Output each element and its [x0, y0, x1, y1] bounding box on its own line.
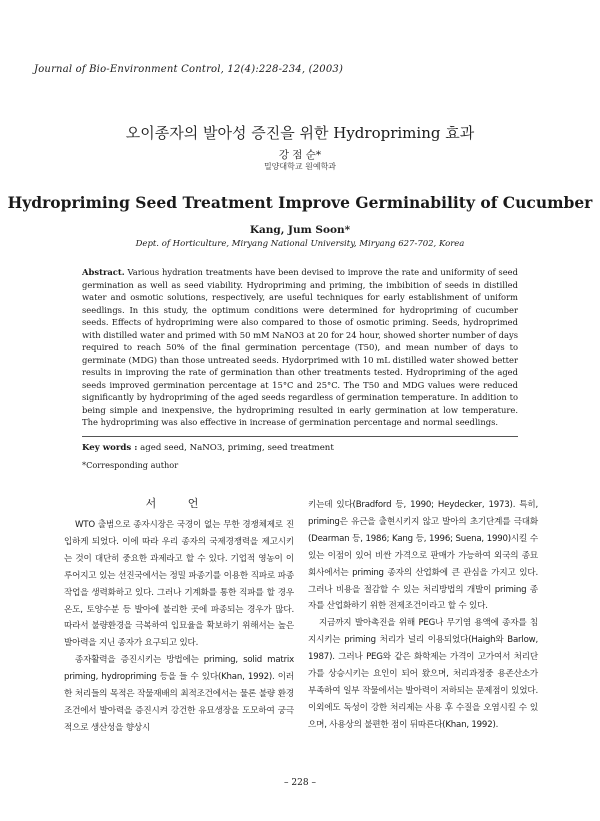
keywords	[82, 443, 518, 453]
english-title: Hydropriming Seed Treatment Improve Germinability of Cucumber	[7, 193, 593, 212]
english-affiliation: Dept. of Horticulture, Miryang National University, Miryang 627-702, Korea	[135, 239, 465, 249]
abstract-body: Various hydration treatments have been devised to improve the rate and uniformity of seed germination as well as seed viability. Hydropriming and priming, the imbibition of seeds in distilled water and osmotic solutions, respectively, are useful techniques for early establishment of uniform seedlings. In this study, the optimum conditions were determined for hydropriming of cucumber seeds. Effects of hydropriming were also compared to those of osmotic priming. Seeds, hydroprimed with distilled water and primed with 50 mM NaNO3 at 20 for 24 hour, showed shorter number of days required to reach 50% of the final germination percentage (T50), and mean number of days to germinate (MDG) than those untreated seeds. Hydorprimed with 10 mL distilled water showed better results in improving the rate of germination than other treatments tested. Hydropriming of the aged seeds improved germination percentage at 15°C and 25°C. The T50 and MDG values were reduced significantly by hydropriming of the aged seeds regardless of germination temperature. In addition to being simple and inexpensive, the hydropriming resulted in early germination at low temperature. The hydropriming was also effective in increase of germination percentage and normal seedlings.	[82, 267, 518, 427]
keywords-text: aged seed, NaNO3, priming, seed treatment	[140, 443, 334, 453]
right-paragraph-2: 지금까지 발아촉진을 위해 PEG나 무기염 용액에 종자를 침지시키는 priming 처리가 널리 이용되었다(Haigh와 Barlow, 1987). 그러나 PEG와 같은 화학제는 가격이 고가여서 처리단가를 상승시키는 요인이 되어 왔으며, 처리과정중 용존산소가 부족하여 일부 작물에서는 발아력이 저하되는 문제점이 있었다. 이외에도 독성이 강한 처리제는 사용 후 수질을 오염시킬 수 있으며, 사용상의 불편한 점이 뒤따른다(Khan, 1992).	[308, 618, 538, 730]
korean-affiliation: 밀양대학교 원예학과	[263, 162, 337, 171]
abstract-label: Abstract.	[82, 267, 125, 277]
left-paragraph-2: 종자활력을 증진시키는 방법에는 priming, solid matrix priming, hydropriming 등을 들 수 있다(Khan, 1992). 이러한 처리들의 목적은 작물재배의 최적조건에서는 물론 불량 환경조건에서 발아력을 증진시켜 강건한 유묘생장을 도모하여 궁극적으로 생산성을 향상시	[64, 655, 294, 733]
left-column	[64, 497, 294, 737]
right-paragraph-1: 키는데 있다(Bradford 등, 1990; Heydecker, 1973). 특히, priming은 유근을 출현시키지 않고 발아의 초기단계를 극대화(Dearman 등, 1986; Kang 등, 1996; Suena, 1990)시킬 수 있는 이점이 있어 비싼 가격으로 판매가 가능하여 외국의 종묘회사에서는 priming 종자의 산업화에 큰 관심을 가지고 있다. 그러나 비용을 절감할 수 있는 처리방법의 개발이 priming 종자를 산업화하기 위한 전제조건이라고 할 수 있다.	[308, 500, 538, 612]
journal-citation: Journal of Bio-Environment Control, 12(4):228-234, (2003)	[34, 64, 344, 75]
english-author: Kang, Jum Soon*	[249, 224, 351, 236]
left-paragraph-1: WTO 출범으로 종자시장은 국경이 없는 무한 경쟁체제로 진입하게 되었다. 이에 따라 우리 종자의 국제경쟁력을 제고시키는 것이 대단히 중요한 과제라고 할 수 있다. 기업적 영농이 이루어지고 있는 선진국에서는 정밀 파종기를 이용한 직파로 파종작업을 생력화하고 있다. 그러나 기계화를 통한 직파를 할 경우 온도, 토양수분 등 발아에 불리한 곳에 파종되는 경우가 많다. 따라서 불량환경을 극복하여 입묘율을 확보하기 위해서는 높은 발아력을 지닌 종자가 요구되고 있다.	[64, 520, 294, 649]
section-heading: 서 언	[145, 497, 213, 510]
keywords-label: Key words :	[82, 443, 138, 453]
korean-title: 오이종자의 발아성 증진을 위한 Hydropriming 효과	[125, 124, 475, 142]
right-column	[308, 497, 538, 734]
korean-author: 강 점 순*	[278, 149, 322, 161]
abstract	[82, 266, 518, 429]
abstract-divider	[82, 436, 518, 437]
page-number: – 228 –	[284, 778, 316, 788]
corresponding-author-note: *Corresponding author	[82, 460, 179, 470]
